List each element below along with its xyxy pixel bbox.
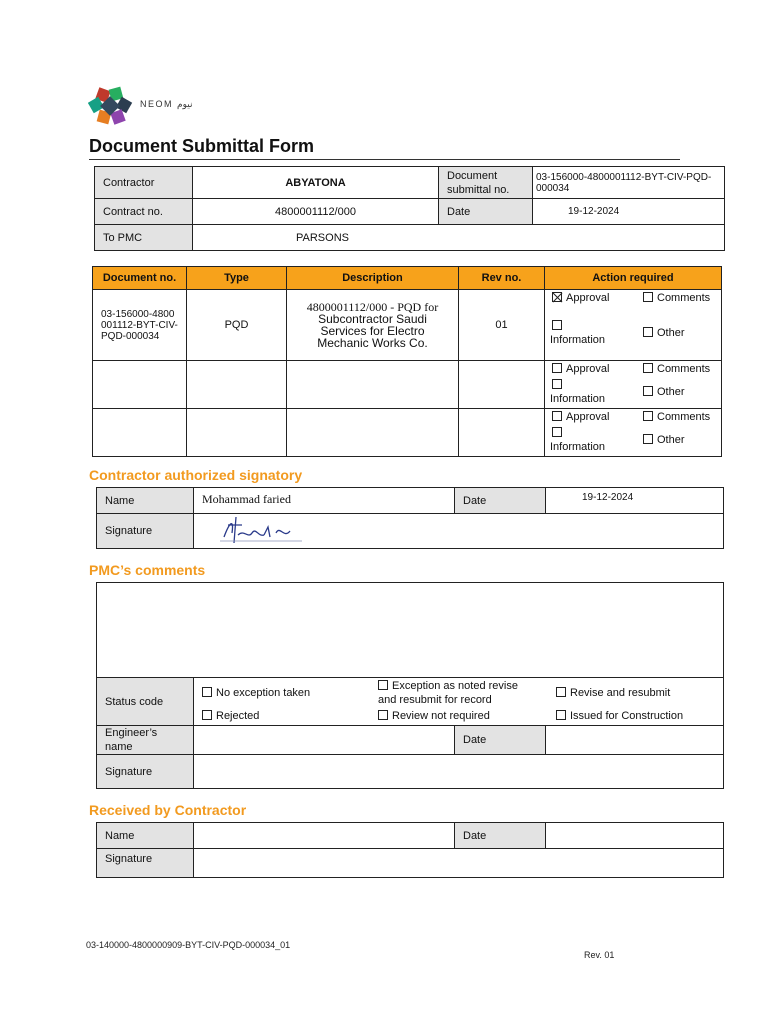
signatory-name-value[interactable]: Mohammad faried <box>194 488 455 514</box>
approval-option[interactable] <box>552 411 609 423</box>
type-cell[interactable] <box>187 361 287 409</box>
to-pmc-value[interactable]: PARSONS <box>193 225 725 251</box>
documents-table <box>92 266 722 457</box>
rejected-option[interactable] <box>202 709 259 723</box>
information-checkbox[interactable] <box>552 427 562 437</box>
doc-no-cell[interactable]: 03-156000-4800001112-BYT-CIV-PQD-000034 <box>93 290 187 361</box>
comments-checkbox[interactable] <box>643 292 653 302</box>
signatory-date-value[interactable]: 19-12-2024 <box>546 488 724 514</box>
review-not-required-option[interactable] <box>378 709 490 723</box>
review-not-required-checkbox[interactable] <box>378 710 388 720</box>
approval-checkbox[interactable] <box>552 363 562 373</box>
information-label: Information <box>550 393 606 405</box>
contractor-label: Contractor <box>95 167 193 199</box>
comments-label: Comments <box>657 363 711 375</box>
information-label: Information <box>550 441 606 453</box>
contract-no-value[interactable]: 4800001112/000 <box>193 199 439 225</box>
doc-no-cell[interactable] <box>93 361 187 409</box>
issued-construction-checkbox[interactable] <box>556 710 566 720</box>
other-option[interactable] <box>643 386 685 398</box>
doc-no-cell[interactable] <box>93 409 187 457</box>
signatory-name-label: Name <box>97 488 194 514</box>
issued-construction-option[interactable] <box>556 709 683 723</box>
engineer-name-value[interactable] <box>194 726 455 755</box>
type-cell[interactable]: PQD <box>187 290 287 361</box>
contractor-signatory-table <box>96 487 724 549</box>
other-option[interactable] <box>643 434 685 446</box>
status-options-cell <box>194 678 724 726</box>
date-label: Date <box>439 199 533 225</box>
to-pmc-label: To PMC <box>95 225 193 251</box>
signatory-date-label: Date <box>455 488 546 514</box>
description-cell[interactable] <box>287 409 459 457</box>
information-checkbox-wrap[interactable] <box>552 320 566 332</box>
doc-submittal-value[interactable]: 03-156000-4800001112-BYT-CIV-PQD-000034 <box>533 167 725 199</box>
pmc-comments-box[interactable] <box>97 583 724 678</box>
footer-rev: Rev. 01 <box>584 950 615 960</box>
other-checkbox[interactable] <box>643 434 653 444</box>
neom-logo <box>88 86 133 126</box>
information-checkbox-wrap[interactable] <box>552 427 566 439</box>
status-code-label: Status code <box>97 678 194 726</box>
action-cell <box>545 290 722 361</box>
no-exception-option[interactable] <box>202 686 310 700</box>
review-not-required-label: Review not required <box>392 710 490 722</box>
pmc-comments-title: PMC’s comments <box>89 562 206 578</box>
col-header-type: Type <box>187 267 287 290</box>
col-header-rev: Rev no. <box>459 267 545 290</box>
footer-doc-ref: 03-140000-4800000909-BYT-CIV-PQD-000034_01 <box>86 940 291 950</box>
received-by-contractor-table <box>96 822 724 878</box>
contract-info-table <box>94 166 725 251</box>
approval-checkbox[interactable] <box>552 411 562 421</box>
approval-option[interactable] <box>552 363 609 375</box>
title-divider <box>89 159 680 160</box>
pmc-comments-table <box>96 582 724 789</box>
table-row <box>93 409 722 457</box>
approval-label: Approval <box>566 292 610 304</box>
rejected-label: Rejected <box>216 710 260 722</box>
issued-construction-label: Issued for Construction <box>570 710 684 722</box>
approval-checkbox-checked[interactable] <box>552 292 562 302</box>
other-label: Other <box>657 327 685 339</box>
received-date-value[interactable] <box>546 823 724 849</box>
comments-option[interactable] <box>643 292 710 304</box>
approval-label: Approval <box>566 363 610 375</box>
received-name-label: Name <box>97 823 194 849</box>
comments-label: Comments <box>657 411 711 423</box>
comments-option[interactable] <box>643 363 710 375</box>
col-header-action: Action required <box>545 267 722 290</box>
approval-label: Approval <box>566 411 610 423</box>
other-label: Other <box>657 434 685 446</box>
contractor-value[interactable]: ABYATONA <box>193 167 439 199</box>
col-header-description: Description <box>287 267 459 290</box>
received-by-contractor-title: Received by Contractor <box>89 802 247 818</box>
information-label: Information <box>550 334 606 346</box>
revise-resubmit-checkbox[interactable] <box>556 687 566 697</box>
other-checkbox[interactable] <box>643 327 653 337</box>
handwritten-signature <box>218 515 308 547</box>
description-line1: 4800001112/000 - PQD for <box>306 300 439 314</box>
exception-noted-label: Exception as noted revise and resubmit for record <box>378 680 518 706</box>
information-checkbox[interactable] <box>552 379 562 389</box>
signatory-signature-cell[interactable] <box>194 514 724 549</box>
no-exception-checkbox[interactable] <box>202 687 212 697</box>
contract-no-label: Contract no. <box>95 199 193 225</box>
signatory-signature-label: Signature <box>97 514 194 549</box>
pmc-signature-label: Signature <box>97 755 194 789</box>
doc-submittal-label: Document submittal no. <box>439 167 533 199</box>
description-cell[interactable] <box>287 290 459 361</box>
date-value[interactable]: 19-12-2024 <box>533 199 725 225</box>
pmc-date-value[interactable] <box>546 726 724 755</box>
comments-checkbox[interactable] <box>643 363 653 373</box>
type-cell[interactable] <box>187 409 287 457</box>
comments-checkbox[interactable] <box>643 411 653 421</box>
rev-cell[interactable] <box>459 361 545 409</box>
revise-resubmit-label: Revise and resubmit <box>570 687 671 699</box>
action-cell <box>545 361 722 409</box>
exception-noted-checkbox[interactable] <box>378 680 388 690</box>
action-cell <box>545 409 722 457</box>
rev-cell[interactable] <box>459 409 545 457</box>
received-signature-cell[interactable] <box>194 849 724 878</box>
comments-label: Comments <box>657 292 711 304</box>
logo-text: NEOM نيوم <box>140 99 193 109</box>
other-label: Other <box>657 386 685 398</box>
no-exception-label: No exception taken <box>216 687 311 699</box>
exception-noted-option[interactable] <box>378 679 538 707</box>
information-checkbox-wrap[interactable] <box>552 379 566 391</box>
approval-option[interactable] <box>552 292 609 304</box>
table-row <box>93 361 722 409</box>
received-signature-label: Signature <box>97 849 194 878</box>
contractor-signatory-title: Contractor authorized signatory <box>89 467 303 483</box>
description-rest: Subcontractor Saudi Services for Electro Mechanic Works Co. <box>317 312 428 350</box>
received-date-label: Date <box>455 823 546 849</box>
rejected-checkbox[interactable] <box>202 710 212 720</box>
other-option[interactable] <box>643 327 685 339</box>
received-name-value[interactable] <box>194 823 455 849</box>
pmc-date-label: Date <box>455 726 546 755</box>
revise-resubmit-option[interactable] <box>556 686 670 700</box>
description-cell[interactable] <box>287 361 459 409</box>
information-checkbox[interactable] <box>552 320 562 330</box>
engineer-name-label: Engineer’s name <box>97 726 194 755</box>
page-title: Document Submittal Form <box>89 136 315 156</box>
other-checkbox[interactable] <box>643 386 653 396</box>
pmc-signature-cell[interactable] <box>194 755 724 789</box>
col-header-doc-no: Document no. <box>93 267 187 290</box>
comments-option[interactable] <box>643 411 710 423</box>
table-row <box>93 290 722 361</box>
rev-cell[interactable]: 01 <box>459 290 545 361</box>
